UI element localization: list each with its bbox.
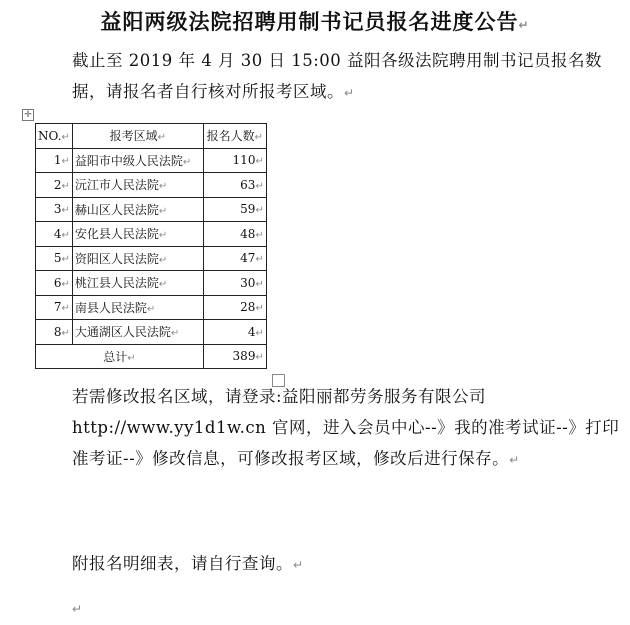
instructions-text: 若需修改报名区域，请登录:益阳丽都劳务服务有限公司 http://www.yy1d1w.cn 官网，进入会员中心--》我的准考试证--》打印准考证--》修改信息，可修改报考区域，修改后进行保存。 <box>72 387 620 468</box>
table-row: 6↵ 桃江县人民法院↵ 30↵ <box>36 271 267 296</box>
cell-mark-icon: ↵ <box>61 327 70 339</box>
cell-mark-icon: ↵ <box>61 205 70 217</box>
table-row: 4↵ 安化县人民法院↵ 48↵ <box>36 222 267 247</box>
table-row: 7↵ 南县人民法院↵ 28↵ <box>36 295 267 320</box>
cell-mark-icon: ↵ <box>158 230 168 242</box>
cell-mark-icon: ↵ <box>255 303 264 315</box>
document-title <box>0 6 630 36</box>
cell-mark-icon: ↵ <box>146 303 156 315</box>
cell-mark-icon: ↵ <box>182 156 192 168</box>
cell-mark-icon: ↵ <box>127 352 136 364</box>
table-header-row <box>36 124 267 149</box>
title-text: 益阳两级法院招聘用制书记员报名进度公告 <box>100 9 519 34</box>
cell-mark-icon: ↵ <box>255 327 264 339</box>
cell-mark-icon: ↵ <box>255 205 264 217</box>
cell-mark-icon: ↵ <box>61 303 70 315</box>
header-count: 报名人数↵ <box>203 124 266 149</box>
table-row: 3↵ 赫山区人民法院↵ 59↵ <box>36 197 267 222</box>
cell-mark-icon: ↵ <box>255 278 264 290</box>
header-area: 报考区域↵ <box>72 124 203 149</box>
table-row: 1↵ 益阳市中级人民法院↵ 110↵ <box>36 148 267 173</box>
cell-mark-icon: ↵ <box>255 180 264 192</box>
cell-mark-icon: ↵ <box>157 132 167 144</box>
total-value: 389↵ <box>203 344 266 369</box>
cell-mark-icon: ↵ <box>255 229 264 241</box>
cell-mark-icon: ↵ <box>61 180 70 192</box>
cell-mark-icon: ↵ <box>61 131 70 143</box>
table-move-handle-icon[interactable]: ✛ <box>22 109 34 121</box>
cell-mark-icon: ↵ <box>61 156 70 168</box>
cell-mark-icon: ↵ <box>254 132 264 144</box>
table-row: 8↵ 大通湖区人民法院↵ 4↵ <box>36 320 267 345</box>
cell-mark-icon: ↵ <box>61 278 70 290</box>
cell-mark-icon: ↵ <box>158 279 168 291</box>
paragraph-mark-icon: ↵ <box>293 558 304 572</box>
table-total-row <box>36 344 267 369</box>
attachment-text: 附报名明细表，请自行查询。 <box>72 554 293 573</box>
table-row: 5↵ 资阳区人民法院↵ 47↵ <box>36 246 267 271</box>
cell-mark-icon: ↵ <box>158 181 168 193</box>
paragraph-mark-icon: ↵ <box>518 18 530 32</box>
registration-table <box>35 123 267 369</box>
attachment-paragraph <box>38 548 630 581</box>
cell-mark-icon: ↵ <box>255 352 264 364</box>
cell-mark-icon: ↵ <box>61 254 70 266</box>
cell-mark-icon: ↵ <box>158 254 168 266</box>
paragraph-mark-icon: ↵ <box>344 86 355 100</box>
intro-text: 截止至 2019 年 4 月 30 日 15:00 益阳各级法院聘用制书记员报名数据，请报名者自行核对所报考区域。 <box>72 51 602 101</box>
cell-mark-icon: ↵ <box>61 229 70 241</box>
total-label: 总计↵ <box>36 344 204 369</box>
cell-mark-icon: ↵ <box>255 254 264 266</box>
cell-mark-icon: ↵ <box>158 205 168 217</box>
paragraph-mark-icon: ↵ <box>509 453 520 467</box>
intro-paragraph <box>38 45 630 109</box>
cell-mark-icon: ↵ <box>170 328 180 340</box>
cell-mark-icon: ↵ <box>255 156 264 168</box>
instructions-paragraph <box>38 381 630 476</box>
paragraph-mark-icon: ↵ <box>72 602 83 616</box>
table-row: 2↵ 沅江市人民法院↵ 63↵ <box>36 173 267 198</box>
header-no: NO.↵ <box>36 124 73 149</box>
empty-paragraph <box>38 592 630 625</box>
